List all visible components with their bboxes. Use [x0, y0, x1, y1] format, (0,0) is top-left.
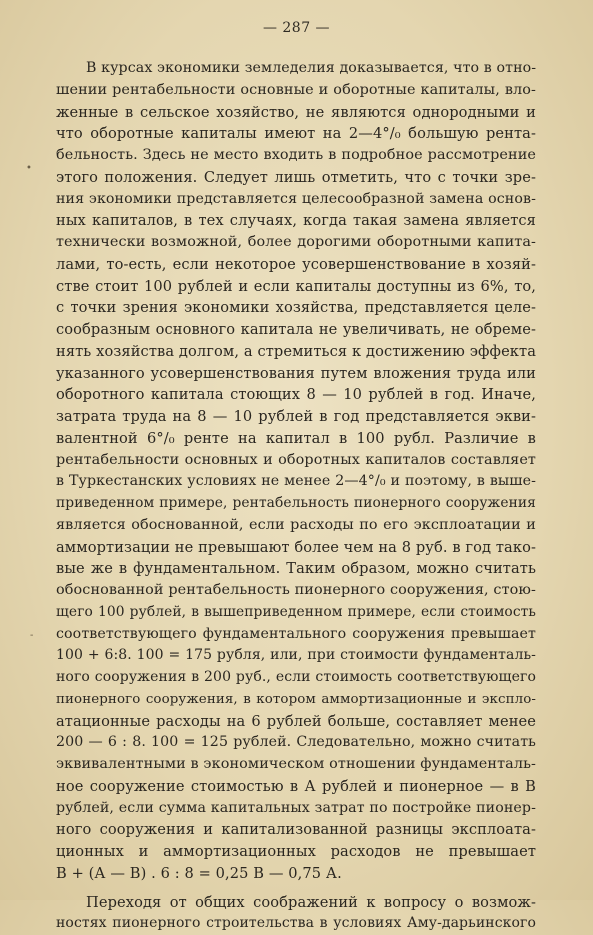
text-line: рентабельности основных и оборотных капиталов составляет	[56, 450, 536, 472]
text-line: эквивалентными в экономическом отношении фундаменталь-	[56, 754, 536, 776]
text-line: ное сооружение стоимостью в А рублей и пионерное — в В	[56, 776, 536, 798]
text-line: В + (А — В) . 6 : 8 = 0,25 В — 0,75 А.	[56, 863, 536, 885]
text-line: щего 100 рублей, в вышеприведенном примере, если стоимость	[56, 602, 536, 624]
page-number: — 287 —	[0, 20, 593, 36]
text-line: этого положения. Следует лишь отметить, что с точки зре-	[56, 167, 536, 189]
text-line: атационные расходы на 6 рублей больше, составляет менее	[56, 711, 536, 733]
paragraph-gap	[56, 885, 536, 892]
text-line: женные в сельское хозяйство, не являются однородными и	[56, 102, 536, 124]
text-line: ных капиталов, в тех случаях, когда такая замена является	[56, 210, 536, 232]
text-line: что оборотные капиталы имеют на 2—4°/₀ большую рента-	[56, 123, 536, 145]
text-line: рублей, если сумма капитальных затрат по постройке пионер-	[56, 798, 536, 820]
text-line: Переходя от общих соображений к вопросу о возмож-	[56, 892, 536, 914]
text-line: с точки зрения экономики хозяйства, представляется целе-	[56, 297, 536, 319]
text-line: в Туркестанских условиях не менее 2—4°/₀ и поэтому, в выше-	[56, 471, 536, 493]
text-line: обоснованной рентабельность пионерного сооружения, стою-	[56, 580, 536, 602]
text-line: В курсах экономики земледелия доказывается, что в отно-	[56, 58, 536, 80]
text-line: ционных и аммортизационных расходов не превышает	[56, 841, 536, 863]
text-line: стве стоит 100 рублей и если капиталы доступны из 6%, то,	[56, 276, 536, 298]
text-line: нять хозяйства долгом, а стремиться к достижению эффекта	[56, 341, 536, 363]
text-line: пионерного сооружения, в котором аммортизационные и экспло-	[56, 689, 536, 711]
text-line: 200 — 6 : 8. 100 = 125 рублей. Следовательно, можно считать	[56, 732, 536, 754]
margin-mark-dash: -	[30, 630, 33, 641]
text-line: валентной 6°/₀ ренте на капитал в 100 рубл. Различие в	[56, 428, 536, 450]
text-line: ного сооружения в 200 руб., если стоимость соответствующего	[56, 667, 536, 689]
text-line: технически возможной, более дорогими оборотными капита-	[56, 232, 536, 254]
text-line: оборотного капитала стоющих 8 — 10 рублей в год. Иначе,	[56, 384, 536, 406]
paragraph-1	[56, 58, 536, 885]
text-line: является обоснованной, если расходы по его эксплоатации и	[56, 515, 536, 537]
text-line: затрата труда на 8 — 10 рублей в год представляется экви-	[56, 406, 536, 428]
text-line: 100 + 6:8. 100 = 175 рубля, или, при стоимости фундаменталь-	[56, 645, 536, 667]
text-line: вые же в фундаментальном. Таким образом, можно считать	[56, 558, 536, 580]
text-line: приведенном примере, рентабельность пионерного сооружения	[56, 493, 536, 515]
body-text	[56, 58, 536, 935]
text-line: бельность. Здесь не место входить в подробное рассмотрение	[56, 145, 536, 167]
text-line: ния экономики представляется целесообразной замена основ-	[56, 189, 536, 211]
paragraph-2	[56, 892, 536, 935]
text-line: аммортизации не превышают более чем на 8 руб. в год тако-	[56, 537, 536, 559]
margin-mark-dot: •	[26, 163, 32, 174]
text-line: ностях пионерного строительства в условиях Аму-дарьинского	[56, 913, 536, 935]
text-line: шении рентабельности основные и оборотные капиталы, вло-	[56, 80, 536, 102]
text-line: соответствующего фундаментального сооружения превышает	[56, 624, 536, 646]
text-line: лами, то-есть, если некоторое усовершенствование в хозяй-	[56, 254, 536, 276]
text-line: указанного усовершенствования путем вложения труда или	[56, 363, 536, 385]
text-line: ного сооружения и капитализованной разницы эксплоата-	[56, 819, 536, 841]
text-line: сообразным основного капитала не увеличивать, не обреме-	[56, 319, 536, 341]
